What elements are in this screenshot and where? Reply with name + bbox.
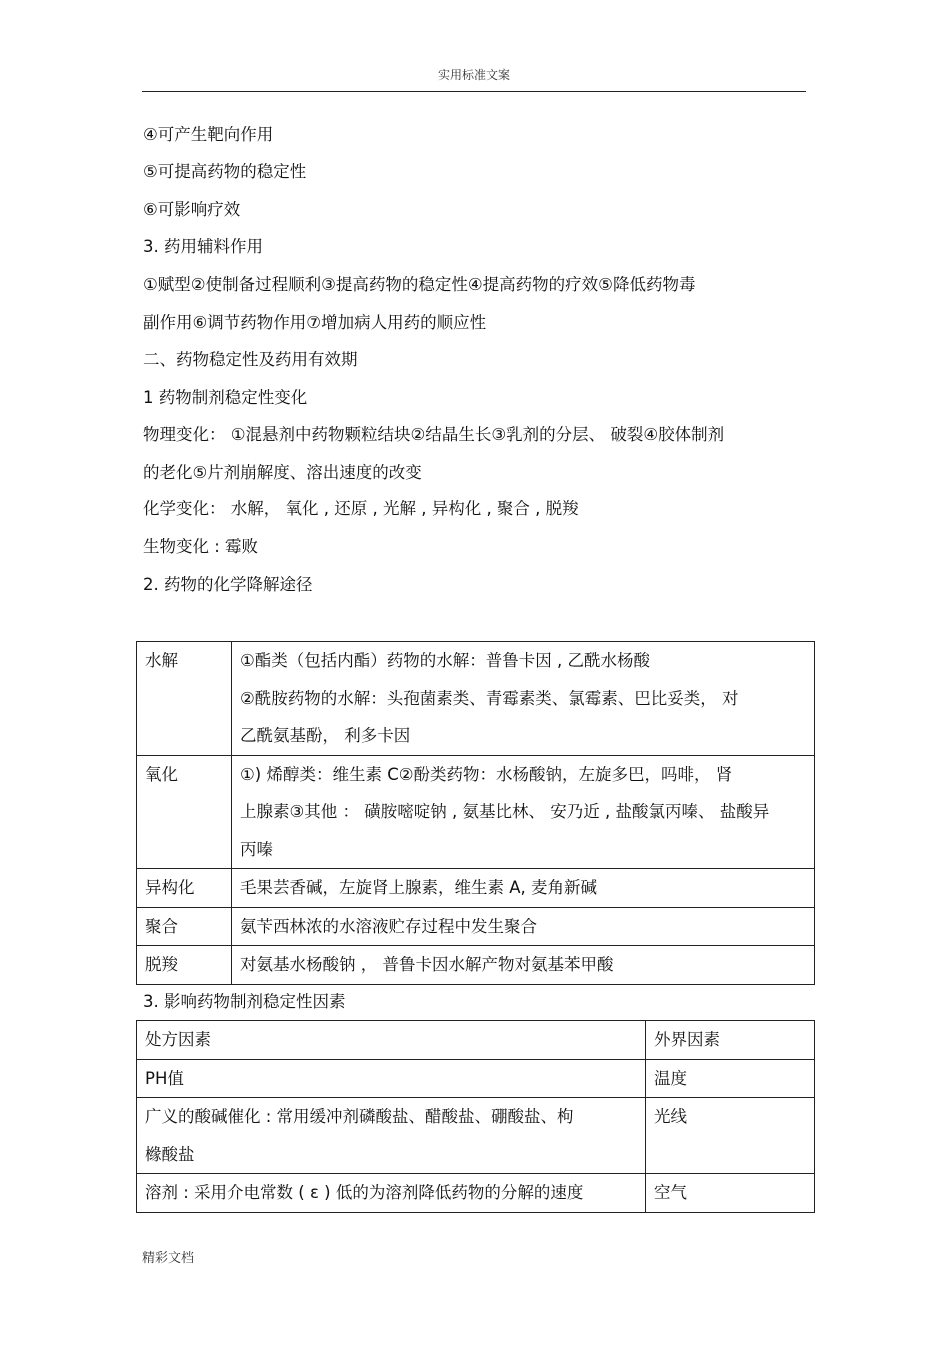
cell-line: 上腺素③其他 ： 磺胺嘧啶钠 , 氨基比林、 安乃近 , 盐酸氯丙嗪、 盐酸异 (240, 802, 770, 821)
section-heading: 3. 影响药物制剂稳定性因素 (143, 992, 346, 1011)
table-cell-value (232, 642, 815, 756)
text-line: 生物变化 : 霉败 (143, 537, 259, 556)
table-row (137, 946, 815, 985)
table-row (137, 1174, 815, 1213)
table-cell-key: 水解 (137, 642, 232, 756)
table-header-cell: 处方因素 (137, 1021, 646, 1060)
cell-line: 毛果芸香碱，左旋肾上腺素，维生素 A, 麦角新碱 (240, 878, 598, 897)
degradation-table (136, 641, 815, 985)
table-row (137, 1059, 815, 1098)
text-line: 化学变化： 水解， 氧化 , 还原 , 光解 , 异构化 , 聚合 , 脱羧 (143, 499, 579, 518)
cell-line: ①酯类（包括内酯）药物的水解：普鲁卡因 , 乙酰水杨酸 (240, 651, 651, 670)
table-row (137, 642, 815, 756)
table-row (137, 755, 815, 869)
table-cell-key: 脱羧 (137, 946, 232, 985)
header-rule (142, 91, 806, 92)
page-footer: 精彩文档 (142, 1251, 195, 1266)
text-line: ⑤可提高药物的稳定性 (143, 162, 307, 181)
cell-line: 乙酰氨基酚， 利多卡因 (240, 726, 411, 745)
text-line: 的老化⑤片剂崩解度、溶出速度的改变 (143, 463, 422, 482)
table-cell (137, 1098, 646, 1174)
cell-line: 氨苄西林浓的水溶液贮存过程中发生聚合 (240, 916, 537, 936)
table-cell (137, 1174, 646, 1213)
cell-line: PH值 (145, 1068, 184, 1088)
table-cell-value (232, 869, 815, 908)
cell-line: 溶剂 : 采用介电常数 ( ε ) 低的为溶剂降低药物的分解的速度 (145, 1183, 584, 1202)
text-line: 物理变化： ①混悬剂中药物颗粒结块②结晶生长③乳剂的分层、 破裂④胶体制剂 (143, 425, 725, 444)
table-cell-key: 异构化 (137, 869, 232, 908)
cell-line: 对氨基水杨酸钠 ， 普鲁卡因水解产物对氨基苯甲酸 (240, 955, 614, 974)
table-row (137, 1098, 815, 1174)
table-cell (137, 1059, 646, 1098)
table-cell-key: 聚合 (137, 907, 232, 946)
table-cell-value (232, 907, 815, 946)
table-cell-value (232, 755, 815, 869)
table-row (137, 869, 815, 908)
stability-factors-table (136, 1020, 815, 1213)
text-line: 副作用⑥调节药物作用⑦增加病人用药的顺应性 (143, 313, 487, 332)
table-cell: 光线 (646, 1098, 815, 1174)
table-header-row (137, 1021, 815, 1060)
text-line: ④可产生靶向作用 (143, 125, 274, 144)
cell-line: ②酰胺药物的水解：头孢菌素类、青霉素类、氯霉素、巴比妥类， 对 (240, 688, 739, 708)
table-cell: 温度 (646, 1059, 815, 1098)
text-line: ①赋型②使制备过程顺利③提高药物的稳定性④提高药物的疗效⑤降低药物毒 (143, 275, 696, 294)
table-cell-value (232, 946, 815, 985)
text-line: ⑥可影响疗效 (143, 200, 241, 219)
cell-line: 广义的酸碱催化 : 常用缓冲剂磷酸盐、醋酸盐、硼酸盐、枸 (145, 1107, 574, 1126)
cell-line: 橼酸盐 (145, 1144, 195, 1164)
section-heading: 二、药物稳定性及药用有效期 (143, 350, 358, 369)
table-cell-key: 氧化 (137, 755, 232, 869)
table-row (137, 907, 815, 946)
cell-line: ①) 烯醇类：维生素 C②酚类药物：水杨酸钠，左旋多巴，吗啡， 肾 (240, 764, 733, 784)
table-cell: 空气 (646, 1174, 815, 1213)
section-heading: 1 药物制剂稳定性变化 (143, 388, 308, 407)
page-header: 实用标准文案 (437, 68, 510, 82)
table-header-cell: 外界因素 (646, 1021, 815, 1060)
section-heading: 2. 药物的化学降解途径 (143, 575, 313, 594)
section-heading: 3. 药用辅料作用 (143, 237, 263, 256)
cell-line: 丙嗪 (240, 839, 273, 859)
